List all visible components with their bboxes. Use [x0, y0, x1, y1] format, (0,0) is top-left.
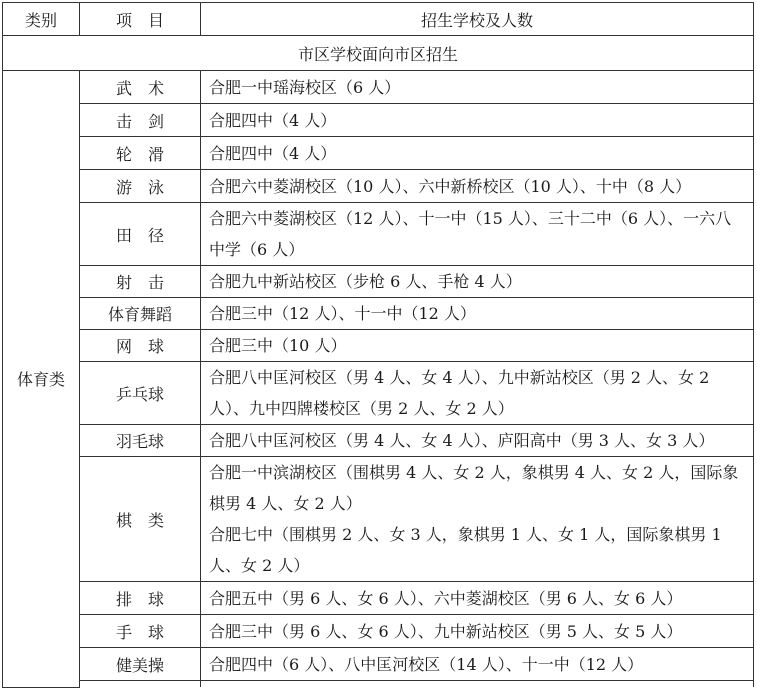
- section-row: [3, 36, 754, 71]
- schools-cell-empty: [201, 681, 754, 688]
- table-row: [3, 582, 754, 615]
- item-cell: 手 球: [80, 615, 201, 648]
- schools-cell: [201, 330, 754, 362]
- school-line: 合肥六中菱湖校区（10 人）、六中新桥校区（10 人）、十中（8 人）: [209, 176, 692, 196]
- school-line: 合肥七中（围棋男 2 人、女 3 人，象棋男 1 人、女 1 人，国际象棋男 1 人、女 2 人）: [209, 525, 722, 575]
- schools-cell: [201, 615, 754, 648]
- admissions-table: [2, 2, 754, 688]
- school-line: 合肥四中（6 人）、八中匡河校区（14 人）、十一中（12 人）: [209, 654, 644, 674]
- school-line: 合肥八中匡河校区（男 4 人、女 4 人）、九中新站校区（男 2 人、女 2 人）、九中四牌楼校区（男 2 人、女 2 人）: [209, 368, 710, 418]
- schools-cell: [201, 457, 754, 582]
- schools-cell: [201, 266, 754, 298]
- table-row: [3, 425, 754, 457]
- schools-cell: [201, 648, 754, 681]
- schools-cell: [201, 137, 754, 170]
- school-line: 合肥四中（4 人）: [209, 110, 337, 130]
- table-row: [3, 330, 754, 362]
- school-line: 合肥一中滨湖校区（围棋男 4 人、女 2 人，象棋男 4 人、女 2 人，国际象棋男 4 人、女 2 人）: [209, 463, 739, 513]
- header-schools: 招生学校及人数: [201, 3, 754, 36]
- table-row: [3, 648, 754, 681]
- school-line: 合肥八中匡河校区（男 4 人、女 4 人）、庐阳高中（男 3 人、女 3 人）: [209, 431, 715, 450]
- table-row: [3, 298, 754, 330]
- item-cell: 击 剑: [80, 104, 201, 137]
- item-cell: 乒乓球: [80, 362, 201, 425]
- school-line: 合肥三中（12 人）、十一中（12 人）: [209, 304, 476, 323]
- schools-cell: [201, 170, 754, 203]
- school-line: 合肥九中新站校区（步枪 6 人、手枪 4 人）: [209, 272, 522, 291]
- table-row-cutoff: [3, 681, 754, 688]
- school-line: 合肥五中（男 6 人、女 6 人）、六中菱湖校区（男 6 人、女 6 人）: [209, 588, 683, 608]
- table-row: [3, 457, 754, 582]
- school-line: 合肥一中瑶海校区（6 人）: [209, 77, 401, 97]
- item-cell: 轮 滑: [80, 137, 201, 170]
- schools-cell: [201, 582, 754, 615]
- schools-cell: [201, 425, 754, 457]
- schools-cell: [201, 203, 754, 266]
- item-cell: 田 径: [80, 203, 201, 266]
- table-header-row: [3, 3, 754, 36]
- item-cell: 排 球: [80, 582, 201, 615]
- item-cell: 健美操: [80, 648, 201, 681]
- school-line: 合肥三中（10 人）: [209, 336, 347, 355]
- table-row: [3, 71, 754, 104]
- schools-cell: [201, 71, 754, 104]
- schools-cell: [201, 298, 754, 330]
- table-row: [3, 362, 754, 425]
- table-row: [3, 266, 754, 298]
- item-cell: 射 击: [80, 266, 201, 298]
- schools-cell: [201, 104, 754, 137]
- item-cell: 羽毛球: [80, 425, 201, 457]
- category-cell: 体育类: [3, 71, 80, 688]
- item-cell: 武 术: [80, 71, 201, 104]
- table-row: [3, 170, 754, 203]
- item-cell: 游 泳: [80, 170, 201, 203]
- item-cell-empty: [80, 681, 201, 688]
- school-line: 合肥六中菱湖校区（12 人）、十一中（15 人）、三十二中（6 人）、一六八中学（6 人）: [209, 209, 732, 259]
- section-title: 市区学校面向市区招生: [3, 36, 754, 71]
- table-row: [3, 615, 754, 648]
- schools-cell: [201, 362, 754, 425]
- school-line: 合肥三中（男 6 人、女 6 人）、九中新站校区（男 5 人、女 5 人）: [209, 621, 683, 641]
- table-row: [3, 137, 754, 170]
- item-cell: 网 球: [80, 330, 201, 362]
- school-line: 合肥四中（4 人）: [209, 143, 337, 163]
- item-cell: 体育舞蹈: [80, 298, 201, 330]
- header-item: 项 目: [80, 3, 201, 36]
- header-category: 类别: [3, 3, 80, 36]
- table-row: [3, 203, 754, 266]
- table-row: [3, 104, 754, 137]
- item-cell: 棋 类: [80, 457, 201, 582]
